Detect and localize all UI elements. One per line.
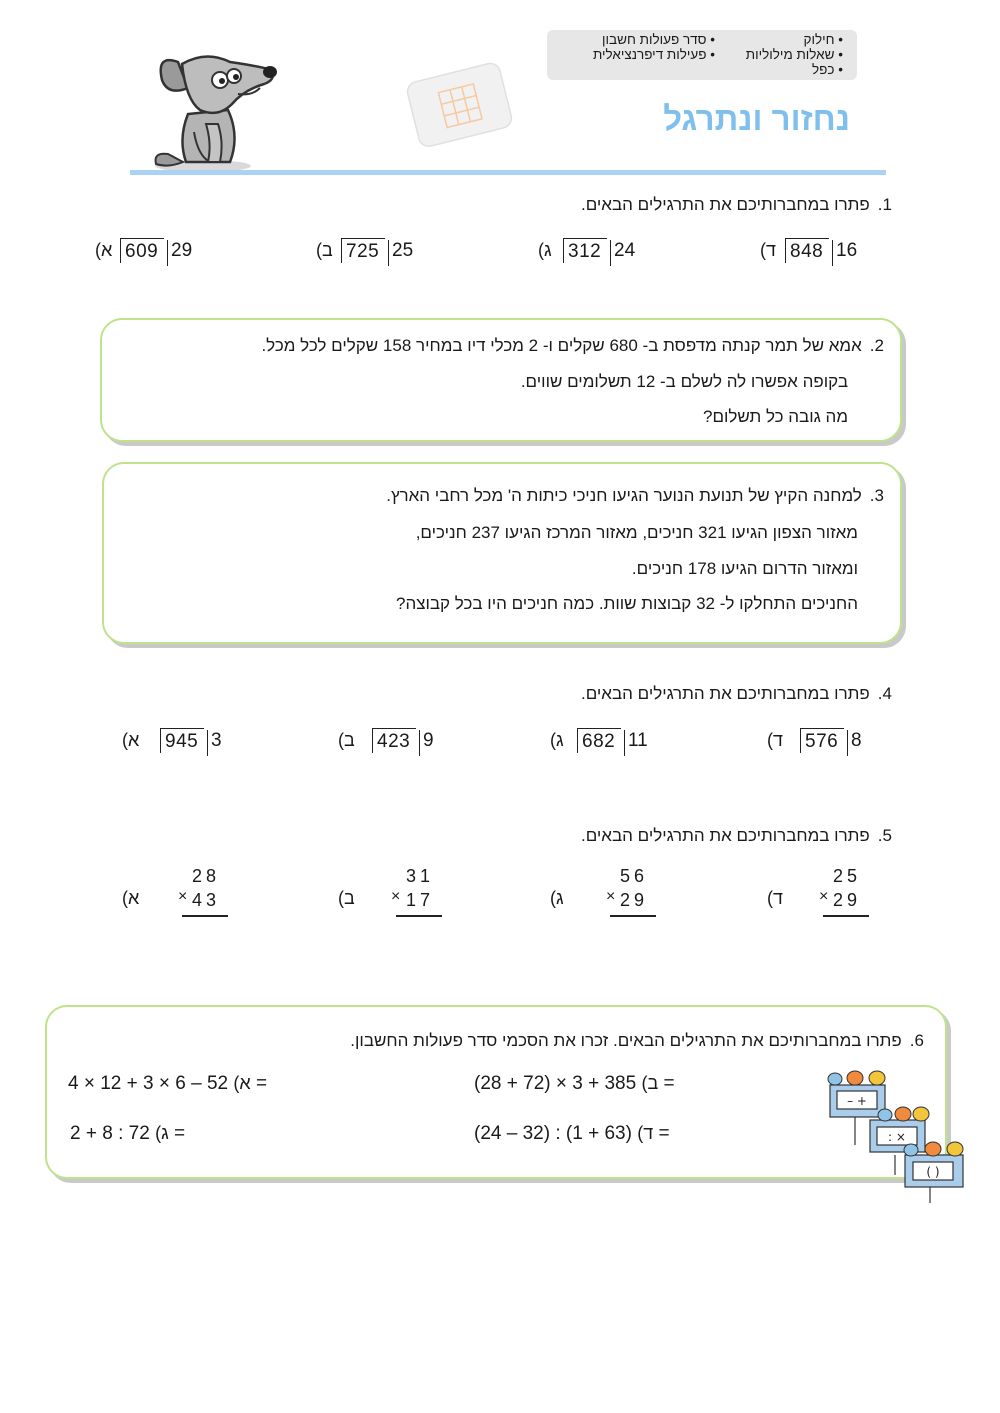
result-line	[823, 915, 869, 917]
exercise-label: ד)	[760, 240, 776, 260]
exercise-label: ב)	[338, 730, 355, 750]
divisor: 9	[419, 730, 434, 756]
topics-box	[547, 30, 857, 80]
question-number: 5.	[877, 826, 892, 845]
sign-symbol: ( )	[926, 1165, 940, 1179]
times-sign: ×	[391, 888, 401, 905]
exercise-label: ב)	[641, 1073, 659, 1093]
question-text: פתרו במחברותיכם את התרגילים הבאים.	[580, 195, 870, 214]
question-text: למחנה הקיץ של תנועת הנוער הגיעו חניכי כיתות ה' מכל רחבי הארץ.	[386, 486, 862, 505]
dividend: 682	[577, 728, 621, 753]
multiplier: 29	[620, 890, 649, 910]
dividend: 423	[372, 728, 416, 753]
order-of-operations-exercise	[58, 1073, 267, 1095]
result-line	[182, 915, 228, 917]
multiplier: 17	[406, 890, 435, 910]
question-text: פתרו במחברותיכם את התרגילים הבאים.	[580, 684, 870, 703]
times-sign: ×	[606, 888, 616, 905]
dividend: 848	[785, 238, 829, 263]
exercise-label: ג)	[550, 888, 564, 908]
times-sign: ×	[178, 888, 188, 905]
exercise-label: ב)	[316, 240, 333, 260]
result-line	[396, 915, 442, 917]
result-line	[610, 915, 656, 917]
question-text: פתרו במחברותיכם את התרגילים הבאים. זכרו את הסכמי סדר פעולות החשבון.	[350, 1031, 902, 1050]
exercise-label: א)	[233, 1073, 251, 1093]
topic-item: • שאלות מילוליות	[746, 47, 843, 62]
dividend: 725	[341, 238, 385, 263]
multiplier: 43	[192, 890, 221, 910]
question-number: 1.	[877, 195, 892, 214]
question-3-line	[386, 486, 884, 506]
sign-symbol: : ×	[888, 1130, 906, 1144]
exercise-label: א)	[95, 240, 113, 260]
expression: 52 – 6 × 3 + 12 × 4 =	[68, 1073, 268, 1094]
question-number: 6.	[909, 1031, 924, 1050]
order-of-operations-exercise	[464, 1073, 675, 1095]
topic-item: • סדר פעולות חשבון	[602, 32, 715, 47]
expression: 72 : 8 + 2 =	[70, 1123, 186, 1144]
expression: (63 + 1) : (32 – 24) =	[474, 1123, 670, 1144]
exercise-label: ב)	[338, 888, 355, 908]
sign-symbol: – +	[847, 1094, 867, 1108]
question-3-line: החניכים התחלקו ל- 32 קבוצות שוות. כמה חניכים היו בכל קבוצה?	[395, 594, 858, 613]
question-6-prompt	[350, 1031, 924, 1051]
dividend: 945	[160, 728, 204, 753]
question-2-line: מה גובה כל תשלום?	[703, 407, 848, 426]
question-2-line	[261, 336, 884, 356]
divisor: 29	[167, 240, 192, 266]
multiplicand: 25	[833, 866, 862, 886]
topic-item: • חילוק	[804, 32, 844, 47]
question-text: פתרו במחברותיכם את התרגילים הבאים.	[580, 826, 870, 845]
exercise-label: ד)	[637, 1123, 654, 1143]
order-of-operations-exercise	[464, 1123, 670, 1145]
question-text: אמא של תמר קנתה מדפסת ב- 680 שקלים ו- 2 מכלי דיו במחיר 158 שקלים לכל מכל.	[261, 336, 862, 355]
multiplier: 29	[833, 890, 862, 910]
divisor: 11	[624, 730, 648, 756]
header-divider	[130, 170, 886, 175]
topic-item: • כפל	[812, 62, 843, 77]
divisor: 3	[207, 730, 222, 756]
times-sign: ×	[819, 888, 829, 905]
question-3-line: ומאזור הדרום הגיעו 178 חניכים.	[631, 559, 858, 578]
question-4-prompt	[581, 684, 892, 704]
dividend: 312	[563, 238, 607, 263]
question-1-prompt	[581, 195, 892, 215]
exercise-label: ג)	[550, 730, 564, 750]
multiplicand: 31	[406, 866, 435, 886]
dividend: 576	[800, 728, 844, 753]
question-2-line: בקופה אפשרו לה לשלם ב- 12 תשלומים שווים.	[520, 372, 848, 391]
order-of-operations-exercise	[60, 1123, 185, 1145]
divisor: 24	[610, 240, 635, 266]
multiplicand: 56	[620, 866, 649, 886]
exercise-label: א)	[122, 888, 140, 908]
dog-illustration	[148, 44, 280, 176]
divisor: 25	[388, 240, 413, 266]
question-number: 3.	[869, 486, 884, 505]
divisor: 16	[832, 240, 857, 266]
question-3-line: מאזור הצפון הגיעו 321 חניכים, מאזור המרכז הגיעו 237 חניכים,	[415, 523, 858, 542]
exercise-label: ד)	[767, 730, 783, 750]
dividend: 609	[120, 238, 164, 263]
question-number: 4.	[877, 684, 892, 703]
expression: 385 + 3 × (72 + 28) =	[474, 1073, 675, 1094]
exercise-label: ג)	[155, 1123, 169, 1143]
question-number: 2.	[869, 336, 884, 355]
exercise-label: ג)	[538, 240, 552, 260]
multiplicand: 28	[192, 866, 221, 886]
birds-on-signs-illustration	[815, 1065, 975, 1205]
exercise-label: א)	[122, 730, 140, 750]
question-5-prompt	[581, 826, 892, 846]
exercise-label: ד)	[767, 888, 783, 908]
grid-card-icon	[402, 60, 517, 150]
divisor: 8	[847, 730, 862, 756]
page-title: נחזור ונתרגל	[663, 100, 850, 137]
topic-item: • פעילות דיפרנציאלית	[593, 47, 715, 62]
